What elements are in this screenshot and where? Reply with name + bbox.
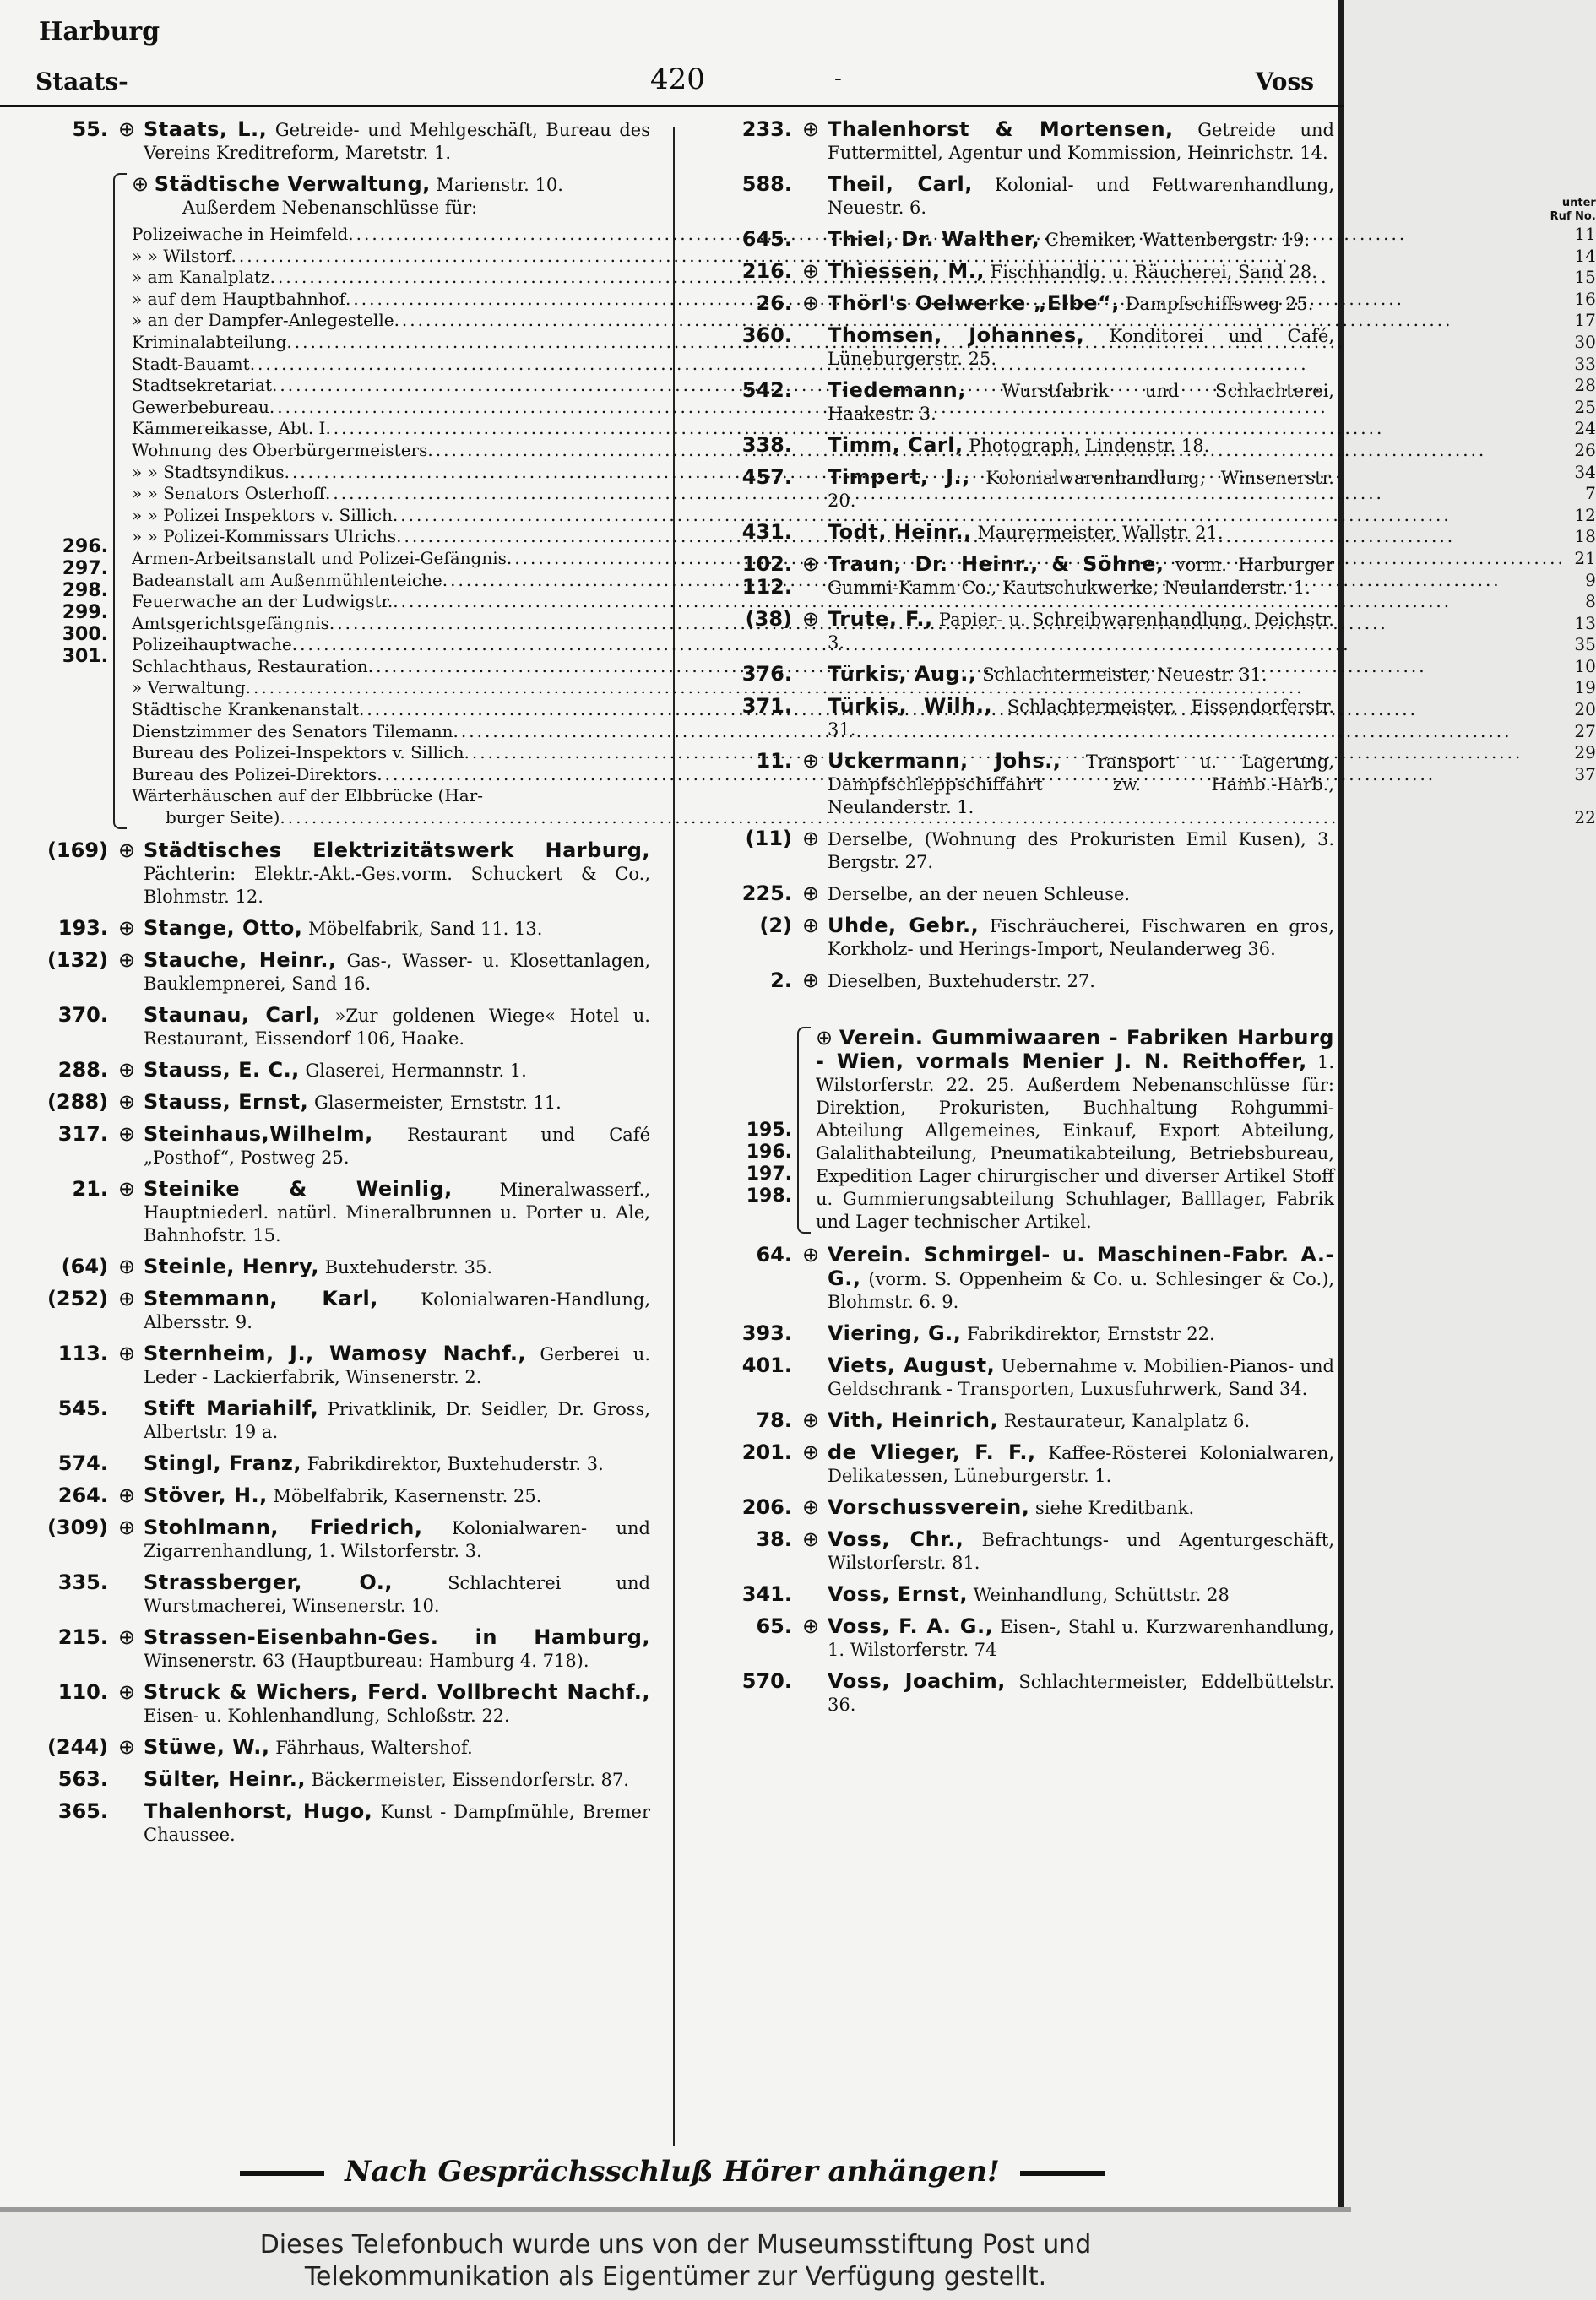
phone-number: 102. 112. — [741, 552, 792, 599]
page-city: Harburg — [39, 17, 160, 46]
connection-mark-icon: ⊕ — [802, 1408, 820, 1432]
entry-text: Photograph, Lindenstr. 18. — [969, 436, 1210, 456]
entry-name: Voss, Ernst, — [828, 1582, 968, 1606]
entry-text: Privatklinik, Dr. Seidler, Dr. Gross, Albertstr. 19 a. — [144, 1398, 650, 1442]
list-item — [692, 228, 1334, 252]
entry-name: Verein. Schmirgel- u. Maschinen-Fabr. A.-G., — [828, 1243, 1334, 1290]
phone-number: 588. — [741, 172, 792, 196]
entry-text: Kolonial- und Fettwarenhandlung, Neuestr. 6. — [828, 175, 1334, 218]
list-item — [692, 521, 1334, 545]
phone-number: 574. — [57, 1451, 108, 1475]
entry-text: Gerberei u. Leder - Lackierfabrik, Winsenerstr. 2. — [144, 1343, 650, 1387]
connection-mark-icon: ⊕ — [802, 552, 820, 576]
list-item — [692, 1583, 1334, 1607]
credit-note: Dieses Telefonbuch wurde uns von der Museumsstiftung Post und Telekommunikation als Eigentümer zur Verfügung gestellt. — [259, 2230, 1092, 2292]
phone-number: 542. — [741, 378, 792, 402]
connection-mark-icon: ⊕ — [802, 117, 820, 141]
list-item — [692, 1244, 1334, 1314]
entry-name: Städtisches Elektrizitätswerk Harburg, — [144, 838, 650, 862]
entry-text: Möbelfabrik, Kasernenstr. 25. — [273, 1485, 542, 1506]
connection-mark-icon: ⊕ — [816, 1026, 833, 1050]
connection-mark-icon: ⊕ — [118, 1254, 136, 1278]
entry-text: Konditorei und Café, Lüneburgerstr. 25. — [828, 326, 1334, 369]
phone-number: 371. — [741, 694, 792, 718]
entry-name: Traun, Dr. Heinr., & Söhne, — [828, 552, 1164, 576]
list-item — [8, 1288, 650, 1334]
phone-number: 570. — [741, 1669, 792, 1693]
entry-name: Strassen-Eisenbahn-Ges. in Hamburg, — [144, 1625, 650, 1649]
connection-mark-icon: ⊕ — [118, 1679, 136, 1704]
list-item — [692, 434, 1334, 458]
list-item — [692, 173, 1334, 220]
entry-name: Thalenhorst & Mortensen, — [828, 117, 1174, 141]
connection-mark-icon: ⊕ — [118, 1121, 136, 1146]
entry-address: Marienstr. 10. — [436, 175, 563, 195]
entry-name: Sülter, Heinr., — [144, 1766, 306, 1791]
bracket — [113, 173, 127, 829]
entry-text: Pächterin: Elektr.-Akt.-Ges.vorm. Schuckert & Co., Blohmstr. 12. — [144, 863, 650, 907]
list-item — [692, 260, 1334, 284]
entry-text: 1. Wilstorferstr. 22. 25. Außerdem Nebenanschlüsse für: Direktion, Prokuristen, Buchhaltung Rohgummi-Abteilung Allgemeines, Einkauf, Export Abteilung, Galalithabteilung, Pneumatikabteilung, Betriebsbureau, Expedition Lager chirurgischer und diverser Artikel Stoff u. Gummierungsabteilung Schuhlager, Balllager, Fabrik und Lager technischer Artikel. — [816, 1052, 1334, 1232]
list-item — [692, 1615, 1334, 1662]
list-item — [692, 1322, 1334, 1346]
entry-text: Restaurant und Café „Posthof“, Postweg 25. — [144, 1124, 650, 1168]
phone-number: 193. — [57, 915, 108, 940]
extension-row: Amtsgerichtsgefängnis ..... 13 — [132, 613, 1596, 635]
connection-mark-icon: ⊕ — [118, 1057, 136, 1082]
entry-name: Steinle, Henry, — [144, 1254, 320, 1278]
connection-mark-icon: ⊕ — [802, 749, 820, 773]
list-item — [692, 1496, 1334, 1520]
entry-text: Derselbe, an der neuen Schleuse. — [828, 884, 1131, 904]
entry-name: Viering, G., — [828, 1321, 962, 1345]
extension-row: » Verwaltung ..... 19 — [132, 677, 1596, 699]
entry-name: Thiel, Dr. Walther, — [828, 227, 1040, 251]
footer-message: Nach Gesprächsschluß Hörer anhängen! — [0, 2155, 1344, 2189]
entry-text: Schlachtermeister, Eddelbüttelstr. 36. — [828, 1672, 1334, 1715]
entry-text: Schlachterei und Wurstmacherei, Winsenerstr. 10. — [144, 1572, 650, 1616]
entry-text: (vorm. S. Oppenheim & Co. u. Schlesinger & Co.), Blohmstr. 6. 9. — [828, 1269, 1334, 1312]
list-item — [692, 118, 1334, 165]
connection-mark-icon: ⊕ — [802, 968, 820, 992]
phone-number: 431. — [741, 520, 792, 544]
phone-number: (252) — [46, 1286, 108, 1310]
entry-name: Struck & Wichers, Ferd. Vollbrecht Nachf., — [144, 1679, 650, 1704]
connection-mark-icon: ⊕ — [118, 1089, 136, 1114]
list-item — [8, 1768, 650, 1792]
entry-name: Stöver, H., — [144, 1483, 268, 1507]
extension-row: Kämmereikasse, Abt. I ..... 24 — [132, 418, 1596, 440]
phone-number: 216. — [741, 259, 792, 283]
phone-number: 370. — [57, 1002, 108, 1027]
entry-name: Stauss, E. C., — [144, 1057, 300, 1082]
entry-text: Gas-, Wasser- u. Klosettanlagen, Bauklempnerei, Sand 16. — [144, 950, 650, 994]
extension-row: » » Wilstorf ..... 14 — [132, 246, 1596, 268]
entry-text: vorm. Harburger Gummi-Kamm Co., Kautschukwerke, Neulanderstr. 1. — [828, 555, 1334, 598]
phone-number: 233. — [741, 117, 792, 141]
connection-mark-icon: ⊕ — [802, 914, 820, 937]
entry-name: Verein. Gummiwaaren - Fabriken Harburg - Wien, vormals Menier J. N. Reithoffer, — [816, 1026, 1334, 1073]
entry-name: Viets, August, — [828, 1353, 996, 1377]
phone-number: 65. — [756, 1614, 792, 1638]
connection-mark-icon: ⊕ — [118, 838, 136, 862]
entry-text: Fischräucherei, Fischwaren en gros, Korkholz- und Herings-Import, Neulanderweg 36. — [828, 916, 1334, 959]
phone-number: (169) — [46, 838, 108, 862]
entry-name: Steinhaus,Wilhelm, — [144, 1121, 373, 1146]
list-item — [8, 1178, 650, 1247]
list-item — [8, 1059, 650, 1082]
list-item — [692, 379, 1334, 426]
phone-number: 2. — [770, 968, 792, 992]
list-item — [8, 1484, 650, 1508]
connection-mark-icon: ⊕ — [118, 1341, 136, 1365]
phone-number: 338. — [741, 433, 792, 457]
entry-name: Städtische Verwaltung, — [154, 172, 431, 196]
connection-mark-icon: ⊕ — [802, 827, 820, 850]
connection-mark-icon: ⊕ — [802, 607, 820, 631]
list-item — [8, 839, 650, 909]
entry-name: Thörl's Oelwerke „Elbe“, — [828, 291, 1120, 315]
list-item — [692, 914, 1334, 961]
phone-number: 38. — [756, 1527, 792, 1551]
extension-row: Dienstzimmer des Senators Tilemann ..... 27 — [132, 721, 1596, 743]
connection-mark-icon: ⊕ — [118, 947, 136, 972]
phone-number: (38) — [745, 607, 792, 631]
entry-text: Kaffee-Rösterei Kolonialwaren, Delikatessen, Lüneburgerstr. 1. — [828, 1443, 1334, 1486]
entry-name: Uhde, Gebr., — [828, 914, 980, 937]
list-item — [8, 1516, 650, 1563]
phone-number: 563. — [57, 1766, 108, 1791]
entry-name: Stingl, Franz, — [144, 1451, 302, 1475]
list-item — [8, 1123, 650, 1169]
entry-text: Fährhaus, Waltershof. — [275, 1737, 473, 1758]
entry-text: Uebernahme v. Mobilien-Pianos- und Geldschrank - Transporten, Luxusfuhrwerk, Sand 34. — [828, 1356, 1334, 1399]
entry-text: Weinhandlung, Schüttstr. 28 — [973, 1585, 1230, 1605]
entry-name: Vorschussverein, — [828, 1495, 1030, 1519]
range-start: Staats- — [35, 68, 128, 95]
entry-name: Tiedemann, — [828, 378, 966, 402]
extension-row: Gewerbebureau ..... 25 — [132, 397, 1596, 419]
entry-name: de Vlieger, F. F., — [828, 1440, 1036, 1464]
entry-name: Staunau, Carl, — [144, 1002, 321, 1027]
list-item — [692, 750, 1334, 819]
left-entry-list — [8, 839, 650, 1847]
phone-number: 401. — [741, 1353, 792, 1377]
phone-number: (64) — [61, 1254, 108, 1278]
scan-bottom-edge — [0, 2207, 1351, 2212]
phone-number: (11) — [745, 827, 792, 850]
entry-text: Getreide und Futtermittel, Agentur und Kommission, Heinrichstr. 14. — [828, 120, 1334, 163]
list-item — [8, 1256, 650, 1279]
city-administration-block: 296. 297. 298. 299. 300. 301. ⊕ Städtische Verwaltung, Marienstr. 10. Außerdem Nebenanschlüsse für: unter Ruf No. Polizeiwache in Heimfeld ..... 11 » » Wilstorf ..... 14 » am Kanalplatz ..... 15 » auf dem Hauptbahnhof ..... 16 » an der Dampfer-Anlegestelle ..... 17 Kriminalabteilung ..... 30 Stadt-Bauamt ..... 33 Stadtsekretariat ..... 28 Gewerbebureau ..... 25 Kämmereikasse, Abt. I ..... 24 Wohnung des Oberbürgermeisters ..... 26 » » Stadtsyndikus ..... 34 » » Senators Osterhoff ..... 7 » » Polizei Inspektors v. Sillich ..... 12 » » Polizei-Kommissars Ulrichs ..... 18 Armen-Arbeitsanstalt und Polizei-Gefängnis ..... 21 Badeanstalt am Außenmühlenteiche ..... 9 Feuerwache an der Ludwigstr. ..... 8 Amtsgerichtsgefängnis ..... 13 Polizeihauptwache ..... 35 Schlachthaus, Restauration ..... 10 » Verwaltung ..... 19 Städtische Krankenanstalt ..... 20 Dienstzimmer des Senators Tilemann ..... 27 Bureau des Polizei-Inspektors v. Sillich ..... 29 Bureau des Polizei-Direktors ..... 37 Wärterhäuschen auf der Elbbrücke (Har- burger Seite) ..... 22 — [8, 173, 650, 829]
connection-mark-icon: ⊕ — [802, 1440, 820, 1464]
entry-text: Befrachtungs- und Agenturgeschäft, Wilstorferstr. 81. — [828, 1530, 1335, 1573]
list-item — [8, 118, 650, 165]
list-item — [692, 969, 1334, 993]
list-item — [8, 1626, 650, 1673]
extension-row: » auf dem Hauptbahnhof ..... 16 — [132, 289, 1596, 311]
list-item — [8, 917, 650, 941]
extension-row: Bureau des Polizei-Direktors ..... 37 — [132, 764, 1596, 786]
connection-mark-icon: ⊕ — [118, 1176, 136, 1201]
connection-mark-icon: ⊕ — [802, 291, 820, 315]
entry-text: »Zur goldenen Wiege« Hotel u. Restaurant, Eissendorf 106, Haake. — [144, 1005, 650, 1049]
connection-mark-icon: ⊕ — [132, 172, 149, 196]
extension-row: » » Stadtsyndikus ..... 34 — [132, 462, 1596, 484]
phone-number: 645. — [741, 227, 792, 251]
entry-name: Steinike & Weinlig, — [144, 1176, 453, 1201]
entry-text: Kunst - Dampfmühle, Bremer Chaussee. — [144, 1801, 650, 1845]
entry-text: Derselbe, (Wohnung des Prokuristen Emil Kusen), 3. Bergstr. 27. — [828, 829, 1334, 872]
list-item — [692, 608, 1334, 654]
list-item — [8, 1800, 650, 1847]
entry-text: Kolonialwaren-Handlung, Albersstr. 9. — [144, 1288, 650, 1332]
list-item — [8, 1681, 650, 1728]
list-item — [8, 1736, 650, 1760]
phone-number: 365. — [57, 1798, 108, 1823]
entry-name: Voss, Joachim, — [828, 1669, 1006, 1693]
entry-name: Stauss, Ernst, — [144, 1089, 309, 1114]
entry-text: Fabrikdirektor, Ernststr 22. — [967, 1324, 1215, 1344]
phone-number: (2) — [759, 914, 792, 937]
phone-number: 264. — [57, 1483, 108, 1507]
entry-text: Eisen- u. Kohlenhandlung, Schloßstr. 22. — [144, 1705, 510, 1726]
phone-number: 335. — [57, 1570, 108, 1594]
phone-number: 215. — [57, 1625, 108, 1649]
entry-name: Staats, L., — [144, 117, 268, 141]
sub-heading: Außerdem Nebenanschlüsse für: — [182, 198, 478, 218]
entry-name: Stift Mariahilf, — [144, 1396, 319, 1420]
phone-number: 26. — [756, 291, 792, 315]
entry-text: Buxtehuderstr. 35. — [324, 1256, 493, 1277]
list-item — [8, 1452, 650, 1476]
connection-mark-icon: ⊕ — [118, 117, 136, 141]
list-item — [8, 949, 650, 995]
connection-mark-icon: ⊕ — [118, 1515, 136, 1539]
entry-text: Chemiker, Wattenbergstr. 19. — [1045, 230, 1311, 250]
header-rule — [0, 105, 1344, 107]
connection-mark-icon: ⊕ — [802, 1614, 820, 1638]
phone-number: (244) — [46, 1734, 108, 1759]
connection-mark-icon: ⊕ — [118, 1483, 136, 1507]
list-item — [692, 1409, 1334, 1433]
entry-name: Timm, Carl, — [828, 433, 964, 457]
entry-name: Sternheim, J., Wamosy Nachf., — [144, 1341, 527, 1365]
phone-number: (309) — [46, 1515, 108, 1539]
entry-name: Stohlmann, Friedrich, — [144, 1515, 423, 1539]
entry-name: Stemmann, Karl, — [144, 1286, 378, 1310]
entry-name: Stüwe, W., — [144, 1734, 270, 1759]
phone-number: 64. — [756, 1243, 792, 1267]
connection-mark-icon: ⊕ — [802, 1527, 820, 1551]
extension-row: » am Kanalplatz ..... 15 — [132, 267, 1596, 289]
phone-number: 11. — [756, 749, 792, 773]
phone-number: 360. — [741, 323, 792, 347]
entry-name: Stauche, Heinr., — [144, 947, 337, 972]
entry-text: Dampfschiffsweg 25. — [1125, 294, 1314, 314]
phone-number: 341. — [741, 1582, 792, 1606]
phone-number: (132) — [46, 947, 108, 972]
bracket — [797, 1027, 811, 1234]
list-item — [692, 1670, 1334, 1717]
connection-mark-icon: ⊕ — [118, 1625, 136, 1649]
entry-text: Fabrikdirektor, Buxtehuderstr. 3. — [307, 1453, 604, 1474]
entry-text: Wurstfabrik und Schlachterei, Haakestr. 3. — [828, 381, 1334, 424]
entry-name: Vith, Heinrich, — [828, 1408, 999, 1432]
extension-row: burger Seite) ..... 22 — [132, 807, 1596, 829]
entry-text: Kolonialwaren- und Zigarrenhandlung, 1. Wilstorferstr. 3. — [144, 1517, 651, 1561]
phone-number: 393. — [741, 1321, 792, 1345]
extension-row: Stadt-Bauamt ..... 33 — [132, 354, 1596, 376]
entry-text: Möbelfabrik, Sand 11. 13. — [308, 918, 543, 939]
entry-text: Fischhandlg. u. Räucherei, Sand 28. — [990, 262, 1317, 282]
list-item — [692, 466, 1334, 513]
entry-name: Trute, F., — [828, 607, 933, 631]
page-number: 420 — [650, 62, 705, 96]
extension-row: Badeanstalt am Außenmühlenteiche ..... 9 — [132, 570, 1596, 592]
block-numbers: 195. 196. 197. 198. — [746, 1120, 792, 1207]
extension-row: Polizeihauptwache ..... 35 — [132, 634, 1596, 656]
entry-name: Strassberger, O., — [144, 1570, 393, 1594]
list-item — [692, 324, 1334, 371]
phone-number: 110. — [57, 1679, 108, 1704]
extension-row: Armen-Arbeitsanstalt und Polizei-Gefängnis ..... 21 — [132, 548, 1596, 570]
entry-text: Kolonialwarenhandlung, Winsenerstr. 20. — [828, 468, 1334, 511]
list-item — [692, 663, 1334, 686]
entry-name: Voss, Chr., — [828, 1527, 964, 1551]
entry-text: Schlachtermeister, Neuestr. 31. — [982, 665, 1268, 685]
entry-name: Thalenhorst, Hugo, — [144, 1798, 373, 1823]
phone-number: 317. — [57, 1121, 108, 1146]
connection-mark-icon: ⊕ — [802, 1243, 820, 1267]
connection-mark-icon: ⊕ — [118, 1286, 136, 1310]
extension-row: » » Senators Osterhoff ..... 7 — [132, 483, 1596, 505]
entry-text: Glasermeister, Ernststr. 11. — [313, 1092, 562, 1113]
entry-text: Bäckermeister, Eissendorferstr. 87. — [311, 1769, 629, 1790]
phone-number: 545. — [57, 1396, 108, 1420]
list-item — [8, 1091, 650, 1115]
entry-text: Eisen-, Stahl u. Kurzwarenhandlung, 1. Wilstorferstr. 74 — [828, 1617, 1334, 1660]
entry-name: Türkis, Wilh., — [828, 694, 993, 718]
ruf-no-label: unter Ruf No. — [1550, 197, 1596, 223]
extension-row: Polizeiwache in Heimfeld ..... 11 — [132, 224, 1596, 246]
phone-number: (288) — [46, 1089, 108, 1114]
phone-number: 113. — [57, 1341, 108, 1365]
extension-row: Städtische Krankenanstalt ..... 20 — [132, 699, 1596, 721]
list-item — [8, 1343, 650, 1389]
entry-text: Dieselben, Buxtehuderstr. 27. — [828, 971, 1095, 991]
entry-name: Thomsen, Johannes, — [828, 323, 1085, 347]
phone-number: 55. — [72, 117, 108, 141]
connection-mark-icon: ⊕ — [118, 1734, 136, 1759]
list-item — [8, 1004, 650, 1050]
entry-text: Mineralwasserf., Hauptniederl. natürl. Mineralbrunnen u. Porter u. Ale, Bahnhofstr. 15. — [144, 1179, 650, 1245]
entry-text: siehe Kreditbank. — [1035, 1498, 1195, 1518]
phone-number: 376. — [741, 662, 792, 686]
entry-name: Stange, Otto, — [144, 915, 303, 940]
entry-text: Winsenerstr. 63 (Hauptbureau: Hamburg 4. 718). — [144, 1650, 589, 1671]
extension-row: » » Polizei-Kommissars Ulrichs ..... 18 — [132, 526, 1596, 548]
phone-number: 225. — [741, 881, 792, 905]
connection-mark-icon: ⊕ — [802, 1495, 820, 1519]
list-item — [692, 695, 1334, 741]
range-end: Voss — [1255, 68, 1314, 95]
block-numbers: 296. 297. 298. 299. 300. 301. — [62, 536, 108, 667]
entry-name: Voss, F. A. G., — [828, 1614, 994, 1638]
list-item — [8, 1571, 650, 1618]
connection-mark-icon: ⊕ — [802, 881, 820, 905]
entry-name: Theil, Carl, — [828, 172, 973, 196]
phone-number: 288. — [57, 1057, 108, 1082]
entry-text: Glaserei, Hermannstr. 1. — [305, 1060, 527, 1081]
list-item — [692, 553, 1334, 599]
entry-name: Uckermann, Johs., — [828, 749, 1061, 773]
extension-row: Stadtsekretariat ..... 28 — [132, 375, 1596, 397]
entry-text: Papier- u. Schreibwarenhandlung, Deichstr. 3. — [828, 610, 1334, 653]
right-entry-list-b — [692, 1244, 1334, 1717]
extension-row: Kriminalabteilung ..... 30 — [132, 332, 1596, 354]
entry-text: Getreide- und Mehlgeschäft, Bureau des Vereins Kreditreform, Maretstr. 1. — [144, 120, 650, 163]
phone-number: 201. — [741, 1440, 792, 1464]
header-dash: - — [834, 66, 842, 91]
phone-number: 457. — [741, 465, 792, 489]
extension-row: » » Polizei Inspektors v. Sillich ..... 12 — [132, 505, 1596, 527]
list-item — [692, 882, 1334, 906]
entry-name: Thiessen, M., — [828, 259, 985, 283]
list-item — [692, 1441, 1334, 1488]
entry-text: Transport u. Lagerung, Dampfschleppschiffahrt zw. Hamb.-Harb., Neulanderstr. 1. — [828, 751, 1335, 817]
entry-name: Todt, Heinr., — [828, 520, 972, 544]
list-item — [692, 827, 1334, 874]
entry-name: Türkis, Aug., — [828, 662, 977, 686]
right-column — [692, 118, 1334, 1725]
entry-name: Timpert, J., — [828, 465, 970, 489]
connection-mark-icon: ⊕ — [118, 915, 136, 940]
phone-number: 78. — [756, 1408, 792, 1432]
entry-text: Schlachtermeister, Eissendorferstr. 31. — [828, 697, 1335, 740]
extension-row: Schlachthaus, Restauration ..... 10 — [132, 656, 1596, 678]
extension-row: Bureau des Polizei-Inspektors v. Sillich ..... 29 — [132, 742, 1596, 764]
entry-text: Maurermeister, Wallstr. 21. — [977, 523, 1224, 543]
entry-text: Restaurateur, Kanalplatz 6. — [1003, 1411, 1251, 1431]
list-item — [692, 1528, 1334, 1575]
connection-mark-icon: ⊕ — [802, 259, 820, 283]
phone-number: 21. — [72, 1176, 108, 1201]
list-item — [8, 1397, 650, 1444]
list-item — [692, 292, 1334, 316]
list-item — [692, 1354, 1334, 1401]
extension-row: Feuerwache an der Ludwigstr. ..... 8 — [132, 591, 1596, 613]
phone-number: 206. — [741, 1495, 792, 1519]
extension-row: Wohnung des Oberbürgermeisters ..... 26 — [132, 440, 1596, 462]
right-entry-list — [692, 118, 1334, 993]
gummiwaaren-block — [692, 1027, 1334, 1234]
extension-row: » an der Dampfer-Anlegestelle ..... 17 — [132, 310, 1596, 332]
